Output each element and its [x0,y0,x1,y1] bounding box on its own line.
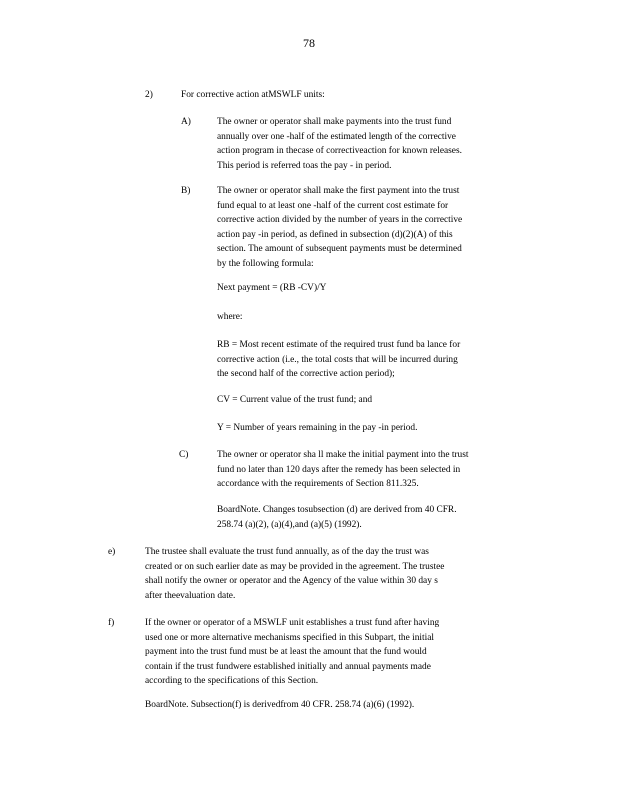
definition-y: Y = Number of years remaining in the pay -in period. [217,423,418,433]
text-line: The owner or operator shall make the first payment into the trust [217,186,460,196]
formula-where: where: [217,312,243,322]
item-2-heading: For corrective action atMSWLF units: [181,90,325,100]
text-line: payment into the trust fund must be at least the amount that the fund would [145,647,427,658]
board-note-c [217,503,537,532]
text-line: If the owner or operator of a MSWLF unit establishes a trust fund after having [145,618,440,628]
formula: Next payment = (RB -CV)/Y [217,283,327,293]
subitem-b-marker: B) [181,186,191,196]
text-line: the second half of the corrective action period); [217,369,395,380]
board-note-f: BoardNote. Subsection(f) is derivedfrom 40 CFR. 258.74 (a)(6) (1992). [145,700,415,710]
item-f-text [145,616,535,689]
definition-cv: CV = Current value of the trust fund; and [217,395,373,405]
text-line: created or on such earlier date as may be provided in the agreement. The trustee [145,561,445,572]
text-line: 258.74 (a)(2), (a)(4),and (a)(5) (1992). [217,519,362,530]
text-line: annually over one -half of the estimated length of the corrective [217,131,456,142]
text-line: action program in thecase of correctiveaction for known releases. [217,146,462,157]
item-f-marker: f) [108,618,115,628]
text-line: after theevaluation date. [145,590,236,601]
text-line: BoardNote. Changes tosubsection (d) are derived from 40 CFR. [217,505,457,515]
text-line: fund no later than 120 days after the remedy has been selected in [217,464,461,475]
text-line: used one or more alternative mechanisms specified in this Subpart, the initial [145,632,434,643]
text-line: corrective action (i.e., the total costs that will be incurred during [217,354,458,365]
item-e-text [145,545,535,603]
subitem-b-text [217,184,537,272]
text-line: The trustee shall evaluate the trust fund annually, as of the day the trust was [145,547,429,557]
text-line: section. The amount of subsequent payments must be determined [217,244,462,255]
definition-rb [217,338,537,382]
subitem-c-marker: C) [179,450,189,460]
text-line: The owner or operator shall make payments into the trust fund [217,117,452,127]
item-e-marker: e) [108,547,116,557]
text-line: fund equal to at least one -half of the current cost estimate for [217,200,449,211]
text-line: shall notify the owner or operator and the Agency of the value within 30 day s [145,576,438,587]
text-line: The owner or operator sha ll make the initial payment into the trust [217,450,469,460]
page-number: 78 [303,36,315,50]
subitem-a-text [217,115,537,173]
text-line: RB = Most recent estimate of the required trust fund ba lance for [217,340,461,350]
text-line: by the following formula: [217,258,314,269]
text-line: action pay -in period, as defined in subsection (d)(2)(A) of this [217,229,453,240]
text-line: contain if the trust fundwere established initially and annual payments made [145,661,431,672]
subitem-c-text [217,448,537,492]
text-line: This period is referred toas the pay - in period. [217,160,392,171]
text-line: accordance with the requirements of Section 811.325. [217,479,419,490]
subitem-a-marker: A) [181,117,191,127]
text-line: corrective action divided by the number of years in the corrective [217,215,463,226]
text-line: according to the specifications of this Section. [145,676,319,687]
item-2-marker: 2) [145,90,153,100]
